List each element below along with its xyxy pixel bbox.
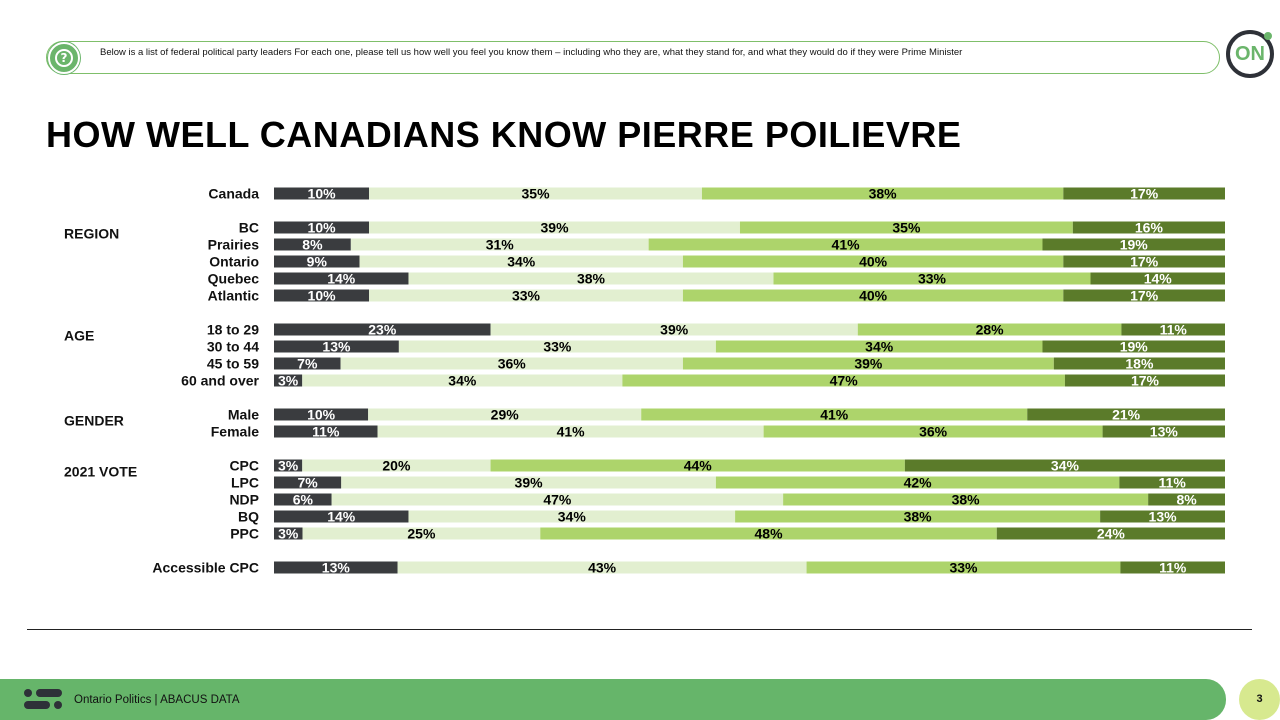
row-label-ontario: Ontario: [209, 253, 259, 270]
row-label-30-to-44: 30 to 44: [206, 338, 259, 355]
data-label-bc-1: 39%: [540, 219, 569, 236]
data-label-canada-0: 10%: [307, 185, 336, 202]
data-label-ppc-3: 24%: [1096, 525, 1125, 542]
row-label-female: Female: [210, 423, 259, 440]
group-label-gender: GENDER: [64, 412, 124, 429]
row-label-prairies: Prairies: [207, 236, 259, 253]
data-label-ontario-0: 9%: [306, 253, 327, 270]
data-label-quebec-1: 38%: [576, 270, 606, 287]
data-label-bq-1: 34%: [557, 508, 586, 525]
data-label-accessible-cpc-0: 13%: [321, 559, 350, 576]
data-label-18-to-29-0: 23%: [368, 321, 397, 338]
data-label-ppc-0: 3%: [278, 525, 299, 542]
data-label-30-to-44-1: 33%: [543, 338, 572, 355]
row-label-bc: BC: [238, 219, 259, 236]
data-label-prairies-0: 8%: [302, 236, 323, 253]
data-label-female-1: 41%: [556, 423, 585, 440]
data-label-ndp-2: 38%: [951, 491, 980, 508]
row-label-60-and-over: 60 and over: [181, 372, 259, 389]
data-label-male-2: 41%: [820, 406, 849, 423]
data-label-female-3: 13%: [1149, 423, 1178, 440]
row-label-quebec: Quebec: [207, 270, 259, 287]
data-label-quebec-0: 14%: [327, 270, 356, 287]
data-label-30-to-44-0: 13%: [322, 338, 351, 355]
data-label-ppc-2: 48%: [754, 525, 783, 542]
data-label-lpc-1: 39%: [514, 474, 543, 491]
data-label-lpc-0: 7%: [297, 474, 318, 491]
data-label-bq-3: 13%: [1148, 508, 1177, 525]
data-label-lpc-3: 11%: [1158, 474, 1186, 491]
data-label-atlantic-2: 40%: [859, 287, 888, 304]
data-label-30-to-44-3: 19%: [1119, 338, 1148, 355]
data-label-ontario-3: 17%: [1130, 253, 1159, 270]
data-label-18-to-29-2: 28%: [975, 321, 1004, 338]
row-label-18-to-29: 18 to 29: [206, 321, 259, 338]
data-label-male-3: 21%: [1112, 406, 1141, 423]
data-label-canada-2: 38%: [868, 185, 897, 202]
data-label-prairies-2: 41%: [831, 236, 860, 253]
data-label-60-and-over-0: 3%: [278, 372, 299, 389]
data-label-ontario-2: 40%: [859, 253, 888, 270]
row-label-ndp: NDP: [229, 491, 259, 508]
page-number: 3: [1239, 679, 1280, 720]
data-label-accessible-cpc-2: 33%: [949, 559, 978, 576]
data-label-female-2: 36%: [919, 423, 948, 440]
data-label-ppc-1: 25%: [407, 525, 436, 542]
abacus-logo-icon: [24, 689, 64, 711]
data-label-accessible-cpc-1: 43%: [588, 559, 617, 576]
data-label-60-and-over-1: 34%: [448, 372, 477, 389]
data-label-45-to-59-3: 18%: [1125, 355, 1154, 372]
data-label-bq-0: 14%: [327, 508, 356, 525]
data-label-45-to-59-1: 36%: [497, 355, 526, 372]
logo-text: ON: [1235, 43, 1265, 65]
data-label-18-to-29-1: 39%: [660, 321, 689, 338]
row-label-lpc: LPC: [231, 474, 259, 491]
data-label-quebec-3: 14%: [1143, 270, 1172, 287]
data-label-bq-2: 38%: [903, 508, 932, 525]
data-label-30-to-44-2: 34%: [865, 338, 894, 355]
data-label-lpc-2: 42%: [903, 474, 932, 491]
data-label-45-to-59-0: 7%: [297, 355, 318, 372]
data-label-female-0: 11%: [312, 423, 340, 440]
data-label-prairies-1: 31%: [485, 236, 514, 253]
question-text: Below is a list of federal political party leaders For each one, please tell us how well you feel you know them – including who they are, what they stand for, and what they would do if they were Prime Minister: [100, 47, 963, 58]
data-label-45-to-59-2: 39%: [854, 355, 883, 372]
divider: [27, 629, 1252, 630]
data-label-prairies-3: 19%: [1119, 236, 1148, 253]
data-label-accessible-cpc-3: 11%: [1159, 559, 1187, 576]
data-label-ndp-3: 8%: [1176, 491, 1197, 508]
row-label-canada: Canada: [208, 185, 259, 202]
row-label-bq: BQ: [238, 508, 259, 525]
row-label-atlantic: Atlantic: [207, 287, 259, 304]
data-label-60-and-over-2: 47%: [829, 372, 858, 389]
data-label-18-to-29-3: 11%: [1159, 321, 1187, 338]
data-label-canada-1: 35%: [521, 185, 550, 202]
data-label-cpc-1: 20%: [382, 457, 411, 474]
row-label-ppc: PPC: [230, 525, 259, 542]
data-label-ndp-1: 47%: [543, 491, 572, 508]
data-label-cpc-0: 3%: [278, 457, 299, 474]
group-label-region: REGION: [64, 225, 120, 242]
data-label-bc-3: 16%: [1134, 219, 1163, 236]
data-label-atlantic-0: 10%: [307, 287, 336, 304]
data-label-atlantic-1: 33%: [511, 287, 541, 304]
data-label-quebec-2: 33%: [917, 270, 947, 287]
page-title: HOW WELL CANADIANS KNOW PIERRE POILIEVRE: [46, 114, 962, 155]
row-label-45-to-59: 45 to 59: [206, 355, 259, 372]
data-label-ontario-1: 34%: [507, 253, 536, 270]
row-label-male: Male: [227, 406, 259, 423]
row-label-cpc: CPC: [229, 457, 259, 474]
data-label-canada-3: 17%: [1130, 185, 1159, 202]
group-label-age: AGE: [64, 327, 95, 344]
group-label-2021-vote: 2021 VOTE: [64, 463, 138, 480]
data-label-atlantic-3: 17%: [1130, 287, 1159, 304]
data-label-male-1: 29%: [490, 406, 519, 423]
row-label-accessible-cpc: Accessible CPC: [152, 559, 259, 576]
question-mark-icon: ?: [48, 42, 80, 74]
data-label-male-0: 10%: [307, 406, 336, 423]
data-label-bc-0: 10%: [307, 219, 336, 236]
data-label-cpc-3: 34%: [1050, 457, 1079, 474]
data-label-bc-2: 35%: [892, 219, 921, 236]
data-label-60-and-over-3: 17%: [1130, 372, 1159, 389]
footer-text: Ontario Politics | ABACUS DATA: [74, 694, 240, 706]
data-label-cpc-2: 44%: [683, 457, 712, 474]
data-label-ndp-0: 6%: [292, 491, 313, 508]
